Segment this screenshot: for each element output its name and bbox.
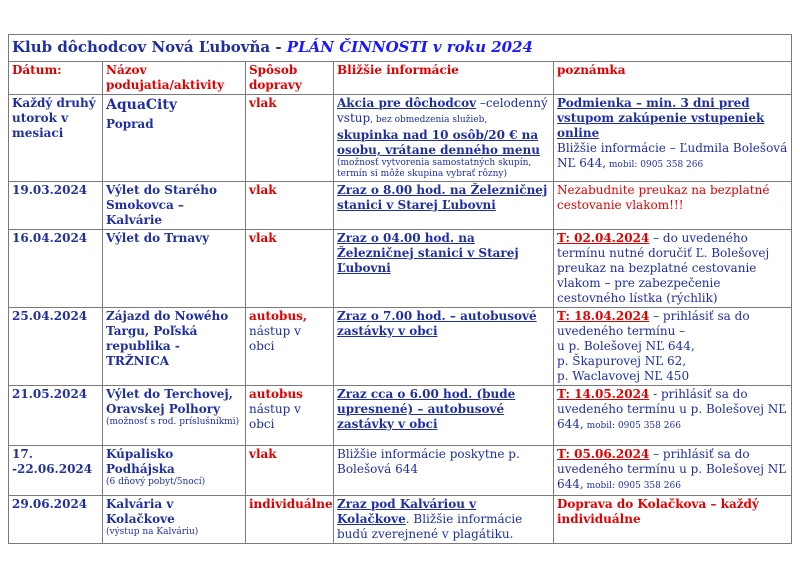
table-row xyxy=(9,308,792,386)
info-small: , bez obmedzenia služieb, xyxy=(370,115,488,125)
club-name: Klub dôchodcov Nová Ľubovňa - xyxy=(12,38,287,56)
info-text: –celodenný vstup xyxy=(337,96,548,125)
header-transport: Spôsob dopravy xyxy=(246,62,334,95)
row-name-main: Kalvária v Kolačkove xyxy=(106,497,175,526)
transport-detail: nástup v obci xyxy=(249,402,301,431)
row-info: Bližšie informácie poskytne p. Bolešová 644 xyxy=(334,446,554,496)
note-deadline: T: 05.06.2024 xyxy=(557,447,650,461)
table-row xyxy=(9,446,792,496)
note-mobile: mobil: 0905 358 266 xyxy=(583,421,681,431)
row-transport: vlak xyxy=(246,446,334,496)
table-row xyxy=(9,230,792,308)
row-info: Zraz cca o 6.00 hod. (bude upresnené) – autobusové zastávky v obci xyxy=(334,386,554,446)
row-note: Doprava do Kolačkova – každý individuálne xyxy=(554,496,792,544)
row-name: Výlet do Starého Smokovca – Kalvárie xyxy=(103,182,246,230)
row-name-main: AquaCity xyxy=(106,97,177,113)
info-group-price: skupinka nad 10 osôb/20 € na osobu, vrátane denného menu xyxy=(337,128,540,157)
row-name-sub: Poprad xyxy=(106,117,154,131)
header-date: Dátum: xyxy=(9,62,103,95)
row-note xyxy=(554,230,792,308)
header-row xyxy=(9,62,792,95)
table-row xyxy=(9,496,792,544)
note-contact-2: p. Škapurovej NĽ 62, xyxy=(557,354,687,368)
table-row xyxy=(9,182,792,230)
transport-type: autobus xyxy=(249,387,303,401)
row-name xyxy=(103,446,246,496)
note-text: – prihlásiť sa do uvedeného termínu u p. Bolešovej NĽ 644, xyxy=(557,447,787,491)
transport-type: autobus, xyxy=(249,309,308,323)
note-deadline: T: 02.04.2024 xyxy=(557,231,650,245)
row-info xyxy=(334,496,554,544)
note-text: – prihlásiť sa do uvedeného termínu – xyxy=(557,309,750,338)
row-name-main: Kúpalisko Podhájska xyxy=(106,447,175,476)
row-date: 25.04.2024 xyxy=(9,308,103,386)
row-note xyxy=(554,446,792,496)
row-date: 19.03.2024 xyxy=(9,182,103,230)
row-info xyxy=(334,95,554,182)
row-name xyxy=(103,496,246,544)
row-transport xyxy=(246,386,334,446)
row-note: Nezabudnite preukaz na bezplatné cestovanie vlakom!!! xyxy=(554,182,792,230)
note-contact: Bližšie informácie – Ľudmila Bolešová NĽ 644, xyxy=(557,141,788,170)
row-transport: individuálne xyxy=(246,496,334,544)
info-note: (možnosť vytvorenia samostatných skupín, termín si môže skupina vybrať rôzny) xyxy=(337,158,532,179)
row-transport: vlak xyxy=(246,182,334,230)
row-date: 16.04.2024 xyxy=(9,230,103,308)
note-condition: Podmienka – min. 3 dni pred vstupom zakúpenie vstupeniek online xyxy=(557,96,765,140)
row-name-sub: (možnosť s rod. príslušníkmi) xyxy=(106,417,240,427)
row-note xyxy=(554,95,792,182)
activity-plan-table xyxy=(8,34,792,544)
row-info: Zraz o 7.00 hod. – autobusové zastávky v obci xyxy=(334,308,554,386)
header-note: poznámka xyxy=(554,62,792,95)
note-text: - prihlásiť sa do uvedeného termínu u p. Bolešovej NĽ 644, xyxy=(557,387,787,431)
note-deadline: T: 18.04.2024 xyxy=(557,309,650,323)
row-name-sub: (6 dňový pobyt/5nocí) xyxy=(106,477,206,487)
table-title xyxy=(9,35,792,62)
transport-detail: nástup v obci xyxy=(249,324,301,353)
row-info: Zraz o 8.00 hod. na Železničnej stanici v Starej Ľubovni xyxy=(334,182,554,230)
row-name xyxy=(103,95,246,182)
note-contact-1: u p. Bolešovej NĽ 644, xyxy=(557,339,695,353)
note-mobile: mobil: 0905 358 266 xyxy=(583,481,681,491)
note-contact-3: p. Waclavovej NĽ 450 xyxy=(557,369,690,383)
info-text: . Bližšie informácie budú zverejnené v plagátiku. xyxy=(337,512,523,541)
row-name xyxy=(103,386,246,446)
row-name-sub: (výstup na Kalváriu) xyxy=(106,527,199,537)
table-row xyxy=(9,386,792,446)
row-name: Zájazd do Nowého Targu, Poľská republika - TRŽNICA xyxy=(103,308,246,386)
row-info: Zraz o 04.00 hod. na Železničnej stanici v Starej Ľubovni xyxy=(334,230,554,308)
row-date: Každý druhý utorok v mesiaci xyxy=(9,95,103,182)
row-note xyxy=(554,386,792,446)
row-date: 21.05.2024 xyxy=(9,386,103,446)
plan-title: PLÁN ČINNOSTI v roku 2024 xyxy=(286,38,533,56)
row-name: Výlet do Trnavy xyxy=(103,230,246,308)
header-info: Bližšie informácie xyxy=(334,62,554,95)
row-transport xyxy=(246,308,334,386)
row-transport: vlak xyxy=(246,230,334,308)
header-name: Názov podujatia/aktivity xyxy=(103,62,246,95)
note-text: – do uvedeného termínu nutné doručiť Ľ. Bolešovej preukaz na bezplatné cestovanie vlakom – pre zabezpečenie cestovného lístka (rýchlik) xyxy=(557,231,770,305)
info-highlight: Zraz pod Kalváriou v Kolačkove xyxy=(337,497,477,526)
table-row xyxy=(9,95,792,182)
row-date: 29.06.2024 xyxy=(9,496,103,544)
row-note xyxy=(554,308,792,386)
row-date: 17. -22.06.2024 xyxy=(9,446,103,496)
info-highlight: Akcia pre dôchodcov xyxy=(337,96,477,110)
note-mobile: mobil: 0905 358 266 xyxy=(606,160,704,170)
row-name-main: Výlet do Terchovej, Oravskej Polhory xyxy=(106,387,233,416)
row-transport: vlak xyxy=(246,95,334,182)
note-deadline: T: 14.05.2024 xyxy=(557,387,650,401)
